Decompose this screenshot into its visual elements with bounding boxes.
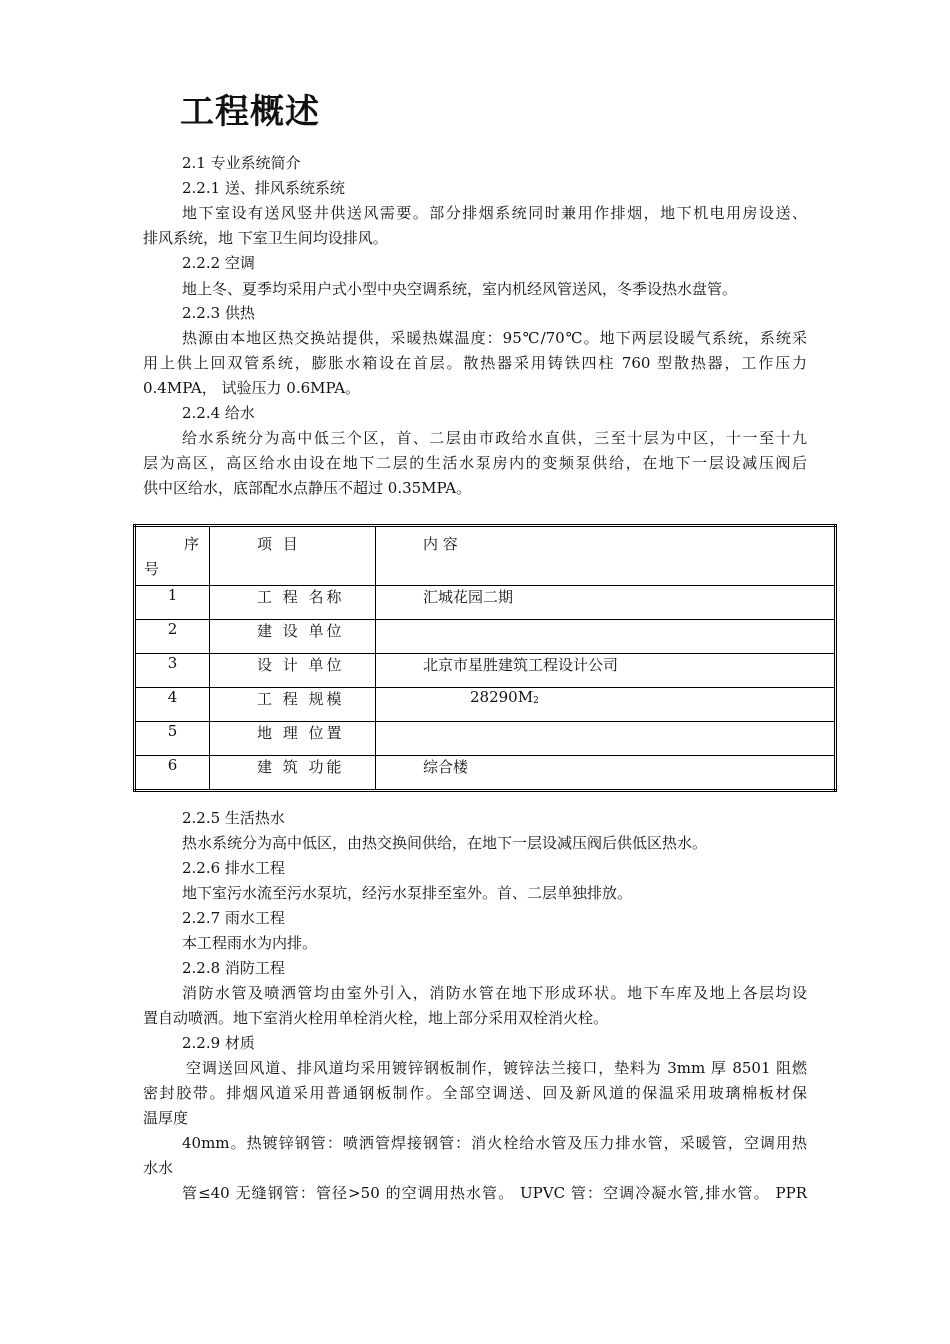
section-heading-2-2-3: 2.2.3 供热 [182,304,255,322]
paragraph-line: 密封胶带。排烟风道采用普通钢板制作。全部空调送、回及新风道的保温采用玻璃棉板材保 [143,1084,807,1102]
row-content [376,620,836,654]
paragraph-line: 地上冬、夏季均采用户式小型中央空调系统，室内机经风管送风，冬季设热水盘管。 [182,280,738,298]
row-item: 建 筑 功能 [210,756,376,791]
paragraph-line: 给水系统分为高中低三个区，首、二层由市政给水直供，三至十层为中区，十一至十九 [182,429,807,447]
row-content: 汇城花园二期 [376,586,836,620]
paragraph-line: 空调送回风道、排风道均采用镀锌钢板制作，镀锌法兰接口，垫料为 3mm 厚 8501 阻燃 [186,1059,807,1077]
section-heading-2-2-7: 2.2.7 雨水工程 [182,909,285,927]
section-heading-2-2-6: 2.2.6 排水工程 [182,859,285,877]
project-info-table [133,524,837,792]
section-heading-2-2-2: 2.2.2 空调 [182,254,255,272]
row-no: 3 [135,654,210,688]
row-item: 工 程 名称 [210,586,376,620]
paragraph-line: 地下室设有送风竖井供送风需要。部分排烟系统同时兼用作排烟，地下机电用房设送、 [182,204,807,222]
paragraph-line: 温厚度 [143,1109,189,1127]
paragraph-line: 用上供上回双管系统，膨胀水箱设在首层。散热器采用铸铁四柱 760 型散热器，工作压力 [143,354,807,372]
row-content: 北京市星胜建筑工程设计公司 [376,654,836,688]
paragraph-line: 热水系统分为高中低区，由热交换间供给，在地下一层设减压阀后供低区热水。 [182,834,708,852]
paragraph-line: 地下室污水流至污水泵坑，经污水泵排至室外。首、二层单独排放。 [182,884,633,902]
row-item: 工 程 规模 [210,688,376,722]
table-row [135,620,836,654]
header-content: 内 容 [376,526,836,586]
section-heading-2-2-8: 2.2.8 消防工程 [182,959,285,977]
section-heading-2-2-4: 2.2.4 给水 [182,404,255,422]
section-heading-2-1: 2.1 专业系统简介 [182,154,301,172]
row-no: 6 [135,756,210,791]
table-row [135,586,836,620]
row-content: 综合楼 [376,756,836,791]
table-row [135,756,836,791]
row-item: 建 设 单位 [210,620,376,654]
section-heading-2-2-5: 2.2.5 生活热水 [182,809,285,827]
header-seq-b: 号 [144,560,160,578]
row-no: 5 [135,722,210,756]
paragraph-line: 置自动喷洒。地下室消火栓用单栓消火栓，地上部分采用双栓消火栓。 [143,1009,609,1027]
paragraph-line: 40mm。热镀锌钢管：喷洒管焊接钢管：消火栓给水管及压力排水管，采暖管，空调用热 [182,1134,807,1152]
row-content [376,722,836,756]
paragraph-line: 热源由本地区热交换站提供，采暖热媒温度：95℃/70℃。地下两层设暖气系统，系统采 [182,329,807,347]
header-seq-a: 序 [184,535,200,553]
section-heading-2-2-9: 2.2.9 材质 [182,1034,255,1052]
table-row [135,688,836,722]
page-title: 工程概述 [180,92,320,132]
paragraph-line: 水水 [143,1159,174,1177]
paragraph-line: 层为高区，高区给水由设在地下二层的生活水泵房内的变频泵供给，在地下一层设减压阀后 [143,454,807,472]
section-heading-2-2-1: 2.2.1 送、排风系统系统 [182,179,345,197]
paragraph-line: 管≤40 无缝钢管：管径>50 的空调用热水管。 UPVC 管：空调冷凝水管,排水管。 PPR [182,1184,807,1202]
row-item: 地 理 位置 [210,722,376,756]
header-item: 项 目 [210,526,376,586]
paragraph-line: 本工程雨水为内排。 [182,934,318,952]
row-no: 2 [135,620,210,654]
paragraph-line: 消防水管及喷洒管均由室外引入，消防水管在地下形成环状。地下车库及地上各层均设 [182,984,807,1002]
row-no: 1 [135,586,210,620]
row-no: 4 [135,688,210,722]
header-seq [135,526,210,586]
table-header-row [135,526,836,586]
row-content: $28290M_2$ [376,688,836,722]
table-row [135,722,836,756]
paragraph-line: 供中区给水，底部配水点静压不超过 0.35MPA。 [143,479,472,497]
table-row [135,654,836,688]
paragraph-line: 排风系统，地 下室卫生间均设排风。 [143,229,388,247]
paragraph-line: 0.4MPA， 试验压力 0.6MPA。 [143,379,361,397]
row-item: 设 计 单位 [210,654,376,688]
